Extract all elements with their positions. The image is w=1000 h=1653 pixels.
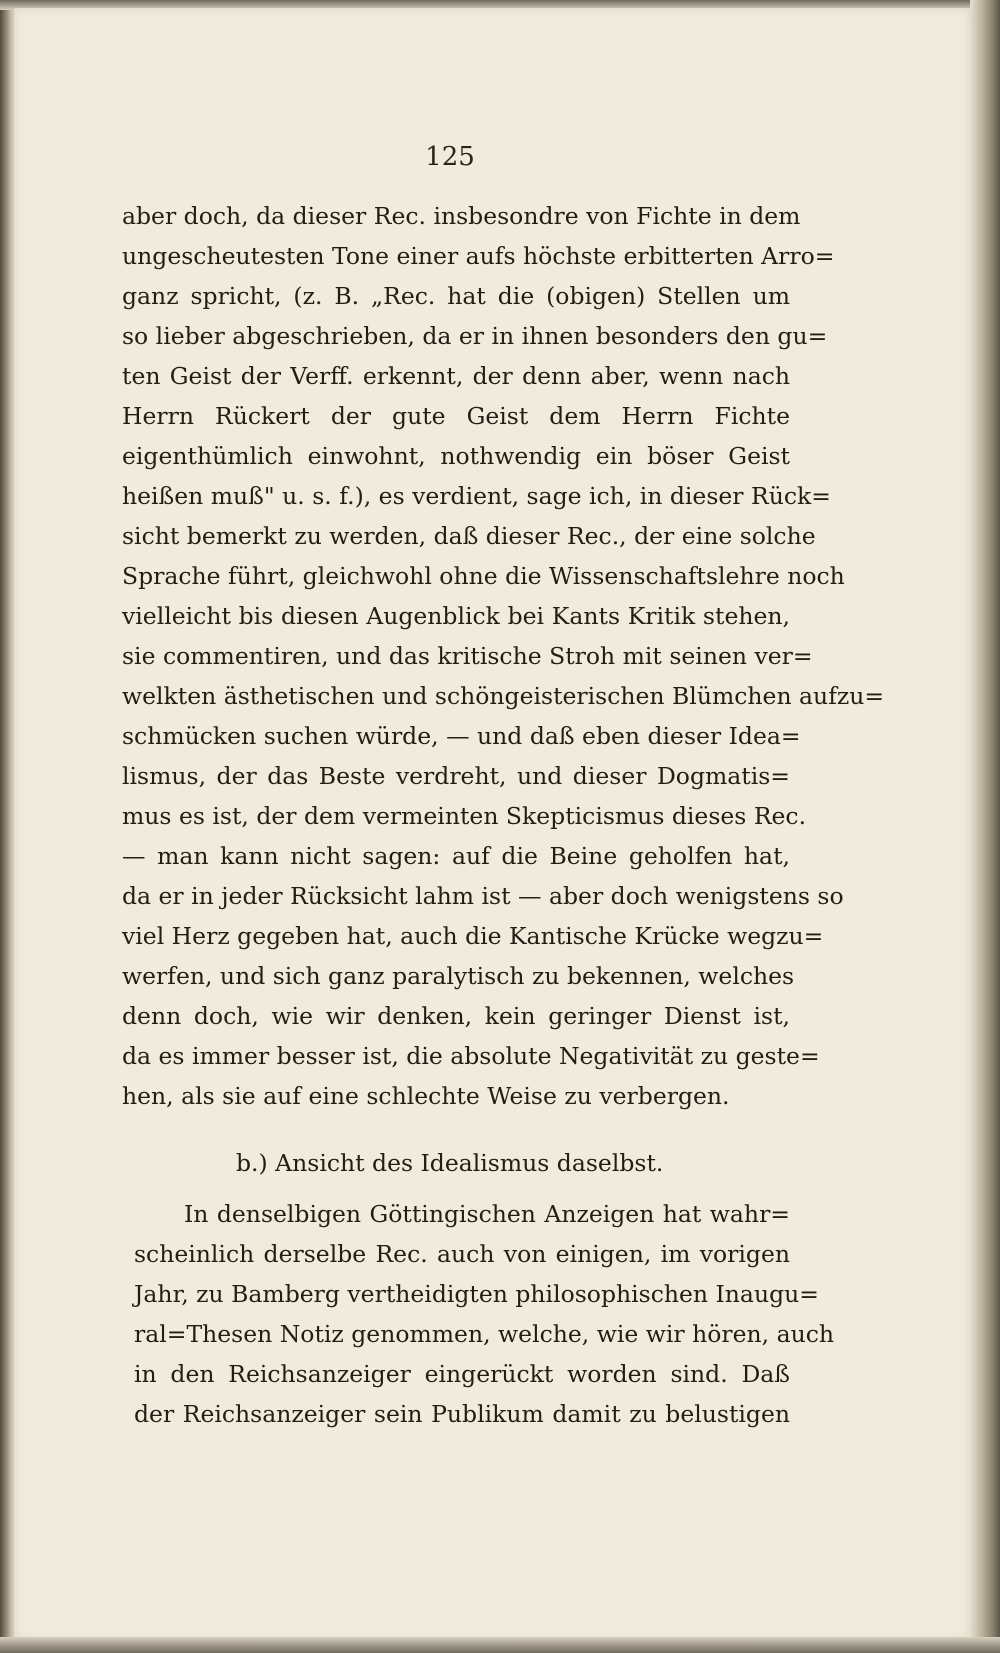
text-line: ganz spricht, (z. B. „Rec. hat die (obigen) Stellen um [122, 282, 790, 310]
page-bottom-edge [0, 1637, 1000, 1653]
page-right-edge [970, 0, 1000, 1653]
text-line: ungescheutesten Tone einer aufs höchste erbitterten Arro= [122, 242, 835, 270]
text-line: da er in jeder Rücksicht lahm ist — aber doch wenigstens so [122, 882, 844, 910]
text-line: denn doch, wie wir denken, kein geringer Dienst ist, [122, 1002, 790, 1030]
text-line: da es immer besser ist, die absolute Negativität zu geste= [122, 1042, 820, 1070]
text-line: sicht bemerkt zu werden, daß dieser Rec., der eine solche [122, 522, 816, 550]
text-line: heißen muß" u. s. f.), es verdient, sage ich, in dieser Rück= [122, 482, 831, 510]
text-line: mus es ist, der dem vermeinten Skepticismus dieses Rec. [122, 802, 807, 830]
text-line: hen, als sie auf eine schlechte Weise zu verbergen. [122, 1082, 730, 1110]
paragraph-1 [122, 196, 885, 1116]
text-line: lismus, der das Beste verdreht, und dieser Dogmatis= [122, 762, 790, 790]
text-line: der Reichsanzeiger sein Publikum damit zu belustigen [134, 1400, 790, 1428]
text-line: werfen, und sich ganz paralytisch zu bekennen, welches [122, 962, 795, 990]
text-line: viel Herz gegeben hat, auch die Kantische Krücke wegzu= [122, 922, 824, 950]
text-line: Sprache führt, gleichwohl ohne die Wissenschaftslehre noch [122, 562, 845, 590]
text-line: welkten ästhetischen und schöngeisterischen Blümchen aufzu= [122, 682, 885, 710]
text-line: in den Reichsanzeiger eingerückt worden sind. Daß [134, 1360, 790, 1388]
text-line: so lieber abgeschrieben, da er in ihnen besonders den gu= [122, 322, 828, 350]
text-line: aber doch, da dieser Rec. insbesondre von Fichte in dem [122, 202, 801, 230]
text-line: Herrn Rückert der gute Geist dem Herrn Fichte [122, 402, 790, 430]
paragraph-2 [134, 1194, 835, 1434]
text-line: ral=Thesen Notiz genommen, welche, wie wir hören, auch [134, 1320, 835, 1348]
page-number: 125 [425, 142, 475, 172]
section-heading: b.) Ansicht des Idealismus daselbst. [236, 1149, 664, 1177]
text-line: Jahr, zu Bamberg vertheidigten philosophischen Inaugu= [134, 1280, 819, 1308]
text-line: scheinlich derselbe Rec. auch von einigen, im vorigen [134, 1240, 790, 1268]
text-line: ten Geist der Verff. erkennt, der denn aber, wenn nach [122, 362, 790, 390]
text-line: — man kann nicht sagen: auf die Beine geholfen hat, [122, 842, 790, 870]
text-line: vielleicht bis diesen Augenblick bei Kants Kritik stehen, [122, 602, 790, 630]
text-line: In denselbigen Göttingischen Anzeigen hat wahr= [184, 1200, 790, 1228]
text-line: eigenthümlich einwohnt, nothwendig ein böser Geist [122, 442, 790, 470]
text-line: schmücken suchen würde, — und daß eben dieser Idea= [122, 722, 801, 750]
text-line: sie commentiren, und das kritische Stroh mit seinen ver= [122, 642, 813, 670]
